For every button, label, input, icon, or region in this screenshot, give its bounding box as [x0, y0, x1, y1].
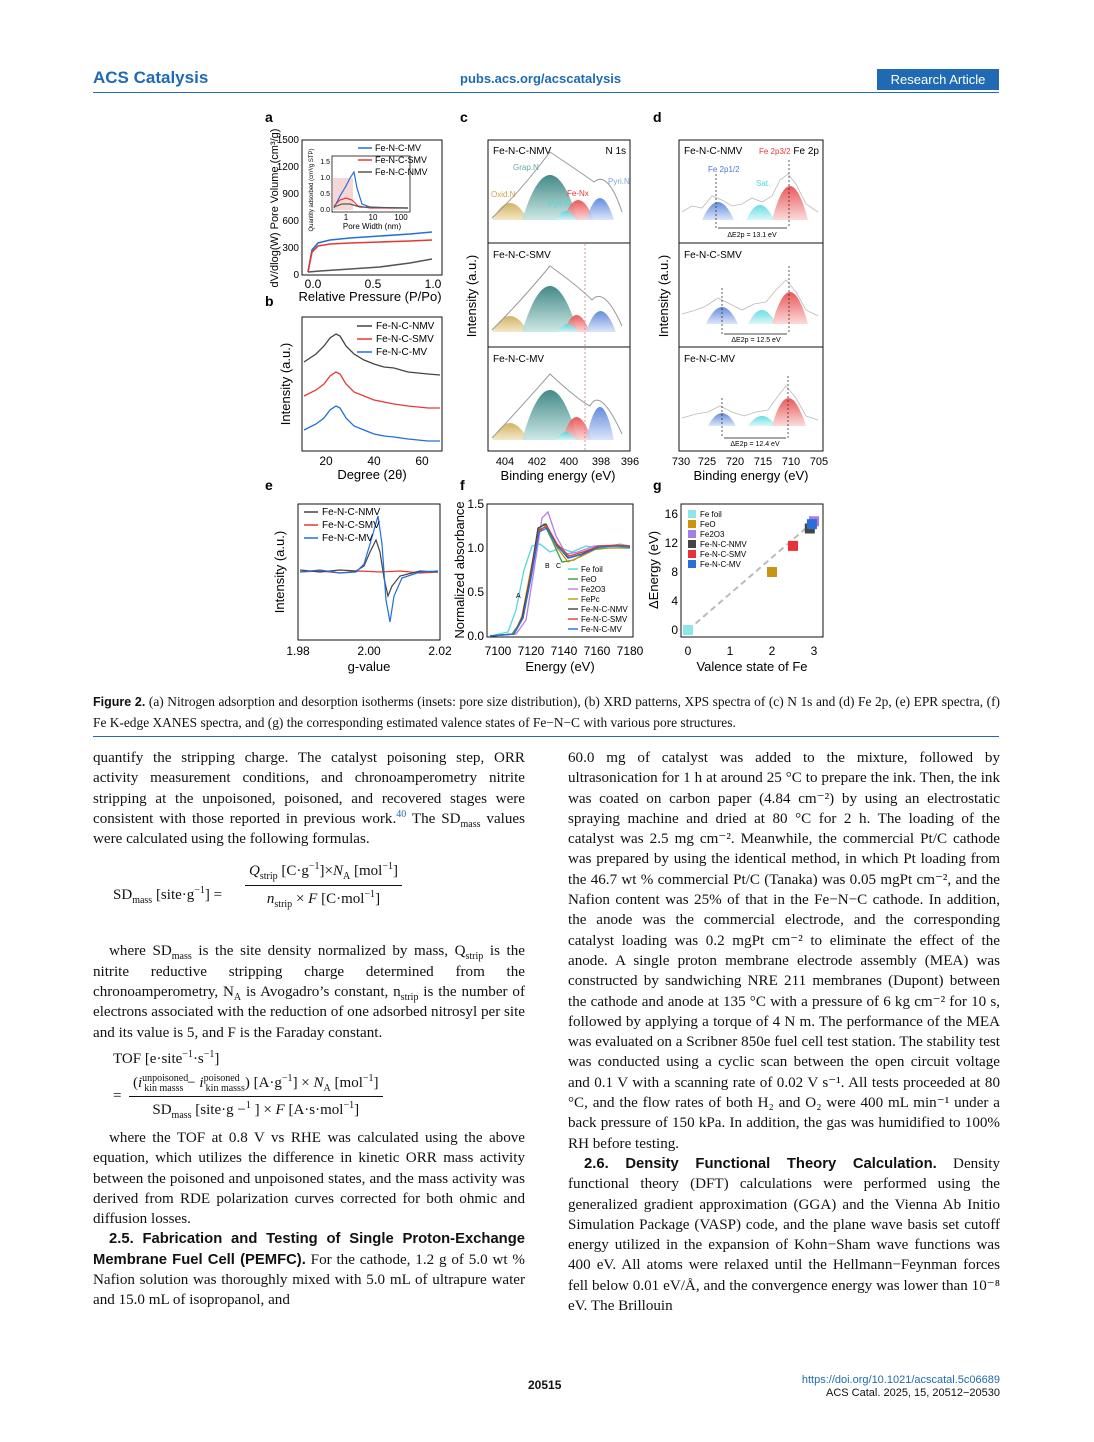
panel-a-legend-smv: Fe-N-C-SMV: [375, 155, 427, 165]
panel-b-letter: b: [265, 293, 274, 309]
right-column: [568, 748, 1000, 1316]
section-2-5-heading: 2.5. Fabrication and Testing of Single Proton-Exchange Membrane Fuel Cell (PEMFC).: [93, 1231, 525, 1268]
panel-c-xtick: 396: [620, 456, 640, 468]
left-paragraph-1: [93, 748, 525, 849]
panel-e-legend-smv: Fe-N-C-SMV: [322, 520, 380, 531]
panel-g-legend-swatch: [688, 550, 696, 558]
panel-a-inset-ytick: 1.0: [320, 175, 330, 182]
panel-e-curve-mv: [300, 516, 438, 622]
panel-e-legend-nmv: Fe-N-C-NMV: [322, 507, 381, 518]
panel-g-xtick: 2: [768, 644, 776, 658]
text: where SD: [109, 943, 172, 960]
panel-g-legend-label: Fe-N-C-MV: [700, 560, 741, 569]
panel-g-legend-swatch: [688, 530, 696, 538]
panel-c-sub-smv: [488, 243, 630, 347]
panel-a-xlabel: Relative Pressure (P/Po): [298, 289, 442, 304]
panel-g-ylabel: ΔEnergy (eV): [646, 530, 661, 610]
panel-d-delta: ΔE2p = 12.4 eV: [730, 441, 780, 448]
citation: ACS Catal. 2025, 15, 20512−20530: [826, 1387, 1000, 1399]
reference-40[interactable]: 40: [396, 808, 407, 820]
text: values were calculated using the following formulas.: [93, 810, 525, 848]
panel-c-sub-mv: [488, 347, 630, 451]
panel-b-legend-nmv: Fe-N-C-NMV: [376, 321, 435, 332]
panel-d-peak-sat: Sat.: [756, 179, 771, 188]
panel-b-curve-mv: [304, 406, 440, 441]
header-rule: [93, 92, 999, 93]
panel-f-xtick: 7160: [583, 644, 611, 658]
panel-g-point: [683, 625, 693, 635]
panel-e-legend-mv: Fe-N-C-MV: [322, 533, 374, 544]
panel-g-legend-label: Fe foil: [700, 510, 722, 519]
panel-a-ytick: 900: [282, 189, 299, 200]
panel-g-ytick: 12: [664, 536, 678, 550]
panel-f-xtick: 7180: [616, 644, 644, 658]
panel-a-ytick: 1500: [276, 135, 299, 146]
panel-d-corner: Fe 2p: [793, 146, 819, 157]
panel-a-inset-ytick: 1.5: [320, 159, 330, 166]
panel-e-ylabel: Intensity (a.u.): [272, 530, 287, 614]
panel-c-sub-nmv: [488, 140, 630, 243]
panel-g-point: [767, 567, 777, 577]
panel-c-xtick: 400: [559, 456, 579, 468]
panel-f-xlabel: Energy (eV): [525, 659, 595, 674]
panel-f-ytick: 0.5: [467, 585, 484, 599]
panel-g-point: [788, 541, 798, 551]
panel-b-xlabel: Degree (2θ): [337, 467, 407, 482]
panel-c-corner: N 1s: [605, 146, 626, 157]
panel-a-ylabel: dV/dlog(W) Pore Volume (cm³/g): [269, 128, 281, 288]
panel-d-sample: Fe-N-C-NMV: [684, 146, 743, 157]
panel-g-legend-swatch: [688, 560, 696, 568]
panel-a-inset-xlabel: Pore Width (nm): [342, 222, 402, 231]
panel-g-ytick: 0: [671, 623, 678, 637]
panel-d-ylabel: Intensity (a.u.): [656, 254, 671, 338]
panel-d-sub-nmv: [679, 140, 823, 243]
panel-g-ytick: 8: [671, 565, 678, 579]
text: For the cathode, 1.2 g of 5.0 wt % Nafion solution was thoroughly mixed with 5.0 mL of ultrapure water and 15.0 mL of isopropanol, and: [93, 1251, 525, 1309]
panel-d-delta: ΔE2p = 12.5 eV: [731, 337, 781, 344]
panel-d-xtick: 705: [809, 456, 829, 468]
panel-c-ylabel: Intensity (a.u.): [464, 254, 479, 338]
text: Density functional theory (DFT) calculations were performed using the generalized gradient approximation (GGA) and the Vienna Ab Initio Simulation Package (VASP) code, and the plane wave basis set cutoff energy utilized in the expansion of Kohn−Sham wave functions was 400 eV. All atoms were relaxed until the Hellmann−Feynman forces fell below 0.01 eV/Å, and the convergence energy was lower than 10⁻⁸ eV. The Brillouin: [568, 1155, 1000, 1315]
panel-f-legend: Fe2O3: [581, 585, 606, 594]
sub: strip: [465, 951, 484, 963]
text: The SD: [406, 810, 461, 827]
panel-f-legend: Fe-N-C-MV: [581, 625, 622, 634]
panel-d-letter: d: [653, 109, 662, 125]
article-type-badge: Research Article: [877, 69, 999, 90]
panel-a-inset-ytick: 0.5: [320, 191, 330, 198]
panel-c-peak-fenx: Fe-Nx: [567, 189, 589, 198]
sub: A: [233, 992, 242, 1004]
panel-a-ytick: 0: [293, 270, 299, 281]
text: quantify the stripping charge. The catalyst poisoning step, ORR activity measurement conditions, and chronoamperometry nitrite stripping at the unpoisoned, poisoned, and recovered stages were consistent with those reported in previous work.: [93, 750, 525, 827]
panel-a-legend-mv: Fe-N-C-MV: [375, 143, 421, 153]
panel-d-sample: Fe-N-C-MV: [684, 354, 736, 365]
panel-b-legend-smv: Fe-N-C-SMV: [376, 334, 434, 345]
panel-f-label-a: A: [516, 593, 521, 600]
panel-b-xtick: 60: [415, 454, 429, 468]
panel-g-xlabel: Valence state of Fe: [696, 659, 808, 674]
sub: mass: [460, 818, 481, 830]
panel-b-ylabel: Intensity (a.u.): [278, 342, 293, 426]
panel-a-curve-mv: [308, 232, 432, 272]
text: is the site density normalized by mass, Q: [191, 943, 466, 960]
panel-d-xtick: 720: [725, 456, 745, 468]
panel-c-peak-pyrr: Pyrr.N: [548, 199, 571, 208]
panel-d-xtick: 715: [753, 456, 773, 468]
panel-d-xtick: 710: [781, 456, 801, 468]
panel-g-legend-label: Fe-N-C-NMV: [700, 540, 747, 549]
panel-a-ytick: 600: [282, 216, 299, 227]
panel-d-peak-fe2p32: Fe 2p3/2: [759, 147, 791, 156]
panel-f-ytick: 0.0: [467, 629, 484, 643]
panel-f-letter: f: [460, 477, 465, 493]
panel-g-xtick: 3: [810, 644, 818, 658]
panel-a-inset-xtick: 10: [368, 213, 378, 222]
panel-a-ytick: 300: [282, 243, 299, 254]
left-paragraph-2: [93, 941, 525, 1042]
panel-e-xtick: 2.02: [428, 644, 452, 658]
panel-a-ytick: 1200: [276, 162, 299, 173]
panel-e-xtick: 1.98: [286, 644, 310, 658]
panel-f-ylabel: Normalized absorbance: [452, 501, 467, 639]
panel-f-legend: Fe-N-C-SMV: [581, 615, 628, 624]
sub: mass: [171, 951, 192, 963]
panel-a-xtick: 0.5: [364, 277, 382, 291]
panel-f-xtick: 7120: [517, 644, 545, 658]
left-column: [93, 748, 525, 1311]
section-2-6-heading: 2.6. Density Functional Theory Calculation.: [584, 1155, 937, 1172]
panel-f-legend: Fe-N-C-NMV: [581, 605, 628, 614]
page-number: 20515: [528, 1378, 562, 1392]
panel-e-xtick: 2.00: [357, 644, 381, 658]
panel-d-sample: Fe-N-C-SMV: [684, 250, 742, 261]
panel-c-letter: c: [460, 109, 468, 125]
panel-e-letter: e: [265, 477, 273, 493]
equation-tof: TOF $[e\cdot site^{-1}\cdot s^{-1}]$ = $(i^{unpoisoned}_{kin masss} - i^{poisoned}_{kin masss}) [A\cdot g^{-1}] \times N_A$ [mol$^{-1}$] $SD_{mass}$ [site·g −$^1$ ] × F [A·s·mol$^{-1}$]: [113, 1049, 525, 1120]
panel-f-legend: FePc: [581, 595, 600, 604]
panel-c-sample: Fe-N-C-SMV: [493, 250, 551, 261]
panel-c-peak-oxid: Oxid.N: [491, 190, 516, 199]
figure-2: [260, 100, 840, 685]
panel-f-legend: Fe foil: [581, 565, 603, 574]
caption-label: Figure 2.: [93, 695, 146, 709]
panel-g-xtick: 1: [726, 644, 734, 658]
panel-g-legend: [688, 510, 747, 569]
panel-d-xtick: 725: [697, 456, 717, 468]
journal-url[interactable]: pubs.acs.org/acscatalysis: [460, 71, 622, 86]
doi-link[interactable]: https://doi.org/10.1021/acscatal.5c06689: [801, 1374, 1000, 1386]
panel-c-xlabel: Binding energy (eV): [500, 468, 616, 483]
panel-c-xtick: 398: [591, 456, 611, 468]
panel-b-legend-mv: Fe-N-C-MV: [376, 347, 428, 358]
panel-g-legend-label: Fe2O3: [700, 530, 725, 539]
left-paragraph-4: [93, 1229, 525, 1310]
caption-text: (a) Nitrogen adsorption and desorption isotherms (insets: pore size distribution), (b) XRD patterns, XPS spectra of (c) N 1s and (d) Fe 2p, (e) EPR spectra, (f) Fe K-edge XANES spectra, and (g) the corresponding estimated valence states of Fe−N−C with various pore structures.: [93, 694, 1000, 730]
panel-c-sample: Fe-N-C-NMV: [493, 146, 552, 157]
left-paragraph-3: where the TOF at 0.8 V vs RHE was calculated using the above equation, which utilizes the difference in kinetic ORR mass activity between the poisoned and unpoisoned states, and the mass activity was derived from RDE polarization curves corrected for both ohmic and diffusion losses.: [93, 1129, 525, 1228]
panel-a-inset-ytick: 0.0: [320, 207, 330, 214]
panel-g-xtick: 0: [684, 644, 692, 658]
panel-g-legend-label: Fe-N-C-SMV: [700, 550, 747, 559]
panel-a-legend-nmv: Fe-N-C-NMV: [375, 167, 428, 177]
panel-g-legend-swatch: [688, 520, 696, 528]
equation-sd-mass: $SD_{mass}$ $[site\cdot g^{-1}]$ = $\frac{Q_{strip} [C\cdot g^{-1}]\times N_A [mol^{-1}]}{n_{strip} \times F [C\cdot mol^{-1}]}$: [113, 855, 525, 935]
panel-c-peak-pyri: Pyri.N: [608, 177, 630, 186]
panel-e-xlabel: g-value: [347, 659, 391, 674]
panel-a-inset-ylabel: Quantity adsorbed (cm³/g STP): [309, 148, 315, 232]
right-paragraph-1: 60.0 mg of catalyst was added to the mixture, followed by ultrasonication for 1 h at around 25 °C to prepare the ink. Then, the ink was coated on carbon paper (4.84 cm⁻²) by using an electrostatic spraying machine and dried at 80 °C for 2 h. The loading of the catalyst was 2.5 mg cm⁻². Meanwhile, the commercial Pt/C cathode was prepared by using the identical method, in which Pt loading from the 46.7 wt % commercial Pt/C (Tanaka) was 0.05 mgPt cm⁻², and the Nafion content was 25% of that in the Fe−N−C cathode. In addition, the anode was the commercial electrode, and the corresponding catalyst loading was 0.2 mgPt cm⁻² to eliminate the effect of the anode. A single proton membrane electrode assembly (MEA) was constructed by sandwiching NRE 211 membranes (Dupont) between the cathode and anode at 135 °C with a pressure of 6 kg cm⁻² for 10 s, followed by applying a torque of 4 N m. The performance of the MEA was evaluated on a Scribner 850e fuel cell test station. The stability test was conducted using a cyclic scan between the open circuit voltage and 0.1 V with a scanning rate of 0.02 V s⁻¹. All tests proceeded at 80 °C, and the flow rates of both H₂ and O₂ were 400 mL min⁻¹ under a back pressure of 150 kPa. In addition, the gas was humidified to 100% RH before testing.: [568, 750, 1000, 1152]
journal-name: ACS Catalysis: [93, 68, 209, 87]
panel-d-xtick: 730: [671, 456, 691, 468]
panel-c-sample: Fe-N-C-MV: [493, 354, 545, 365]
panel-g-ytick: 4: [671, 594, 678, 608]
panel-f-ytick: 1.5: [467, 497, 484, 511]
panel-d-sub-smv: [679, 243, 823, 347]
panel-g-legend-swatch: [688, 540, 696, 548]
panel-d-sub-mv: [679, 347, 823, 451]
panel-b-curve-smv: [304, 372, 440, 408]
panel-a-letter: a: [265, 109, 273, 125]
panel-d-delta: ΔE2p = 13.1 eV: [727, 232, 777, 239]
text: is the nitrite reductive stripping charge determined from the chronoamperometry, N: [93, 943, 525, 1001]
panel-d-xlabel: Binding energy (eV): [693, 468, 809, 483]
panel-a-xtick: 1.0: [424, 277, 442, 291]
panel-b-xtick: 20: [319, 454, 333, 468]
right-paragraph-2: [568, 1154, 1000, 1316]
figure-caption: [93, 692, 1000, 732]
panel-c-xtick: 404: [495, 456, 515, 468]
panel-g-point: [807, 519, 817, 529]
footer-citation: [802, 1374, 1000, 1400]
panel-a-inset-xtick: 100: [394, 213, 408, 222]
panel-g-legend-label: FeO: [700, 520, 716, 529]
panel-f-label-c: C: [556, 563, 562, 570]
panel-c-xtick: 402: [527, 456, 547, 468]
panel-f-xtick: 7140: [550, 644, 578, 658]
text: is the number of electrons associated with the reduction of one adsorbed nitrosyl per site and its value is 5, and F is the Faraday constant.: [93, 984, 525, 1041]
panel-f-label-b: B: [545, 563, 550, 570]
panel-d-peak-fe2p12: Fe 2p1/2: [708, 165, 740, 174]
panel-f-ytick: 1.0: [467, 541, 484, 555]
sub: strip: [400, 992, 419, 1004]
panel-a-curve-nmv: [308, 259, 432, 272]
panel-g-ytick: 16: [664, 507, 678, 521]
panel-f-xtick: 7100: [484, 644, 512, 658]
panel-b-xtick: 40: [367, 454, 381, 468]
caption-rule: [93, 736, 999, 737]
panel-g-letter: g: [653, 477, 662, 493]
text: is Avogadro’s constant, n: [241, 984, 401, 1001]
panel-g-legend-swatch: [688, 510, 696, 518]
panel-f-legend: FeO: [581, 575, 597, 584]
panel-a-inset-xtick: 1: [343, 213, 349, 222]
panel-c-peak-grap: Grap.N: [513, 163, 539, 172]
panel-a-xtick: 0.0: [304, 277, 322, 291]
